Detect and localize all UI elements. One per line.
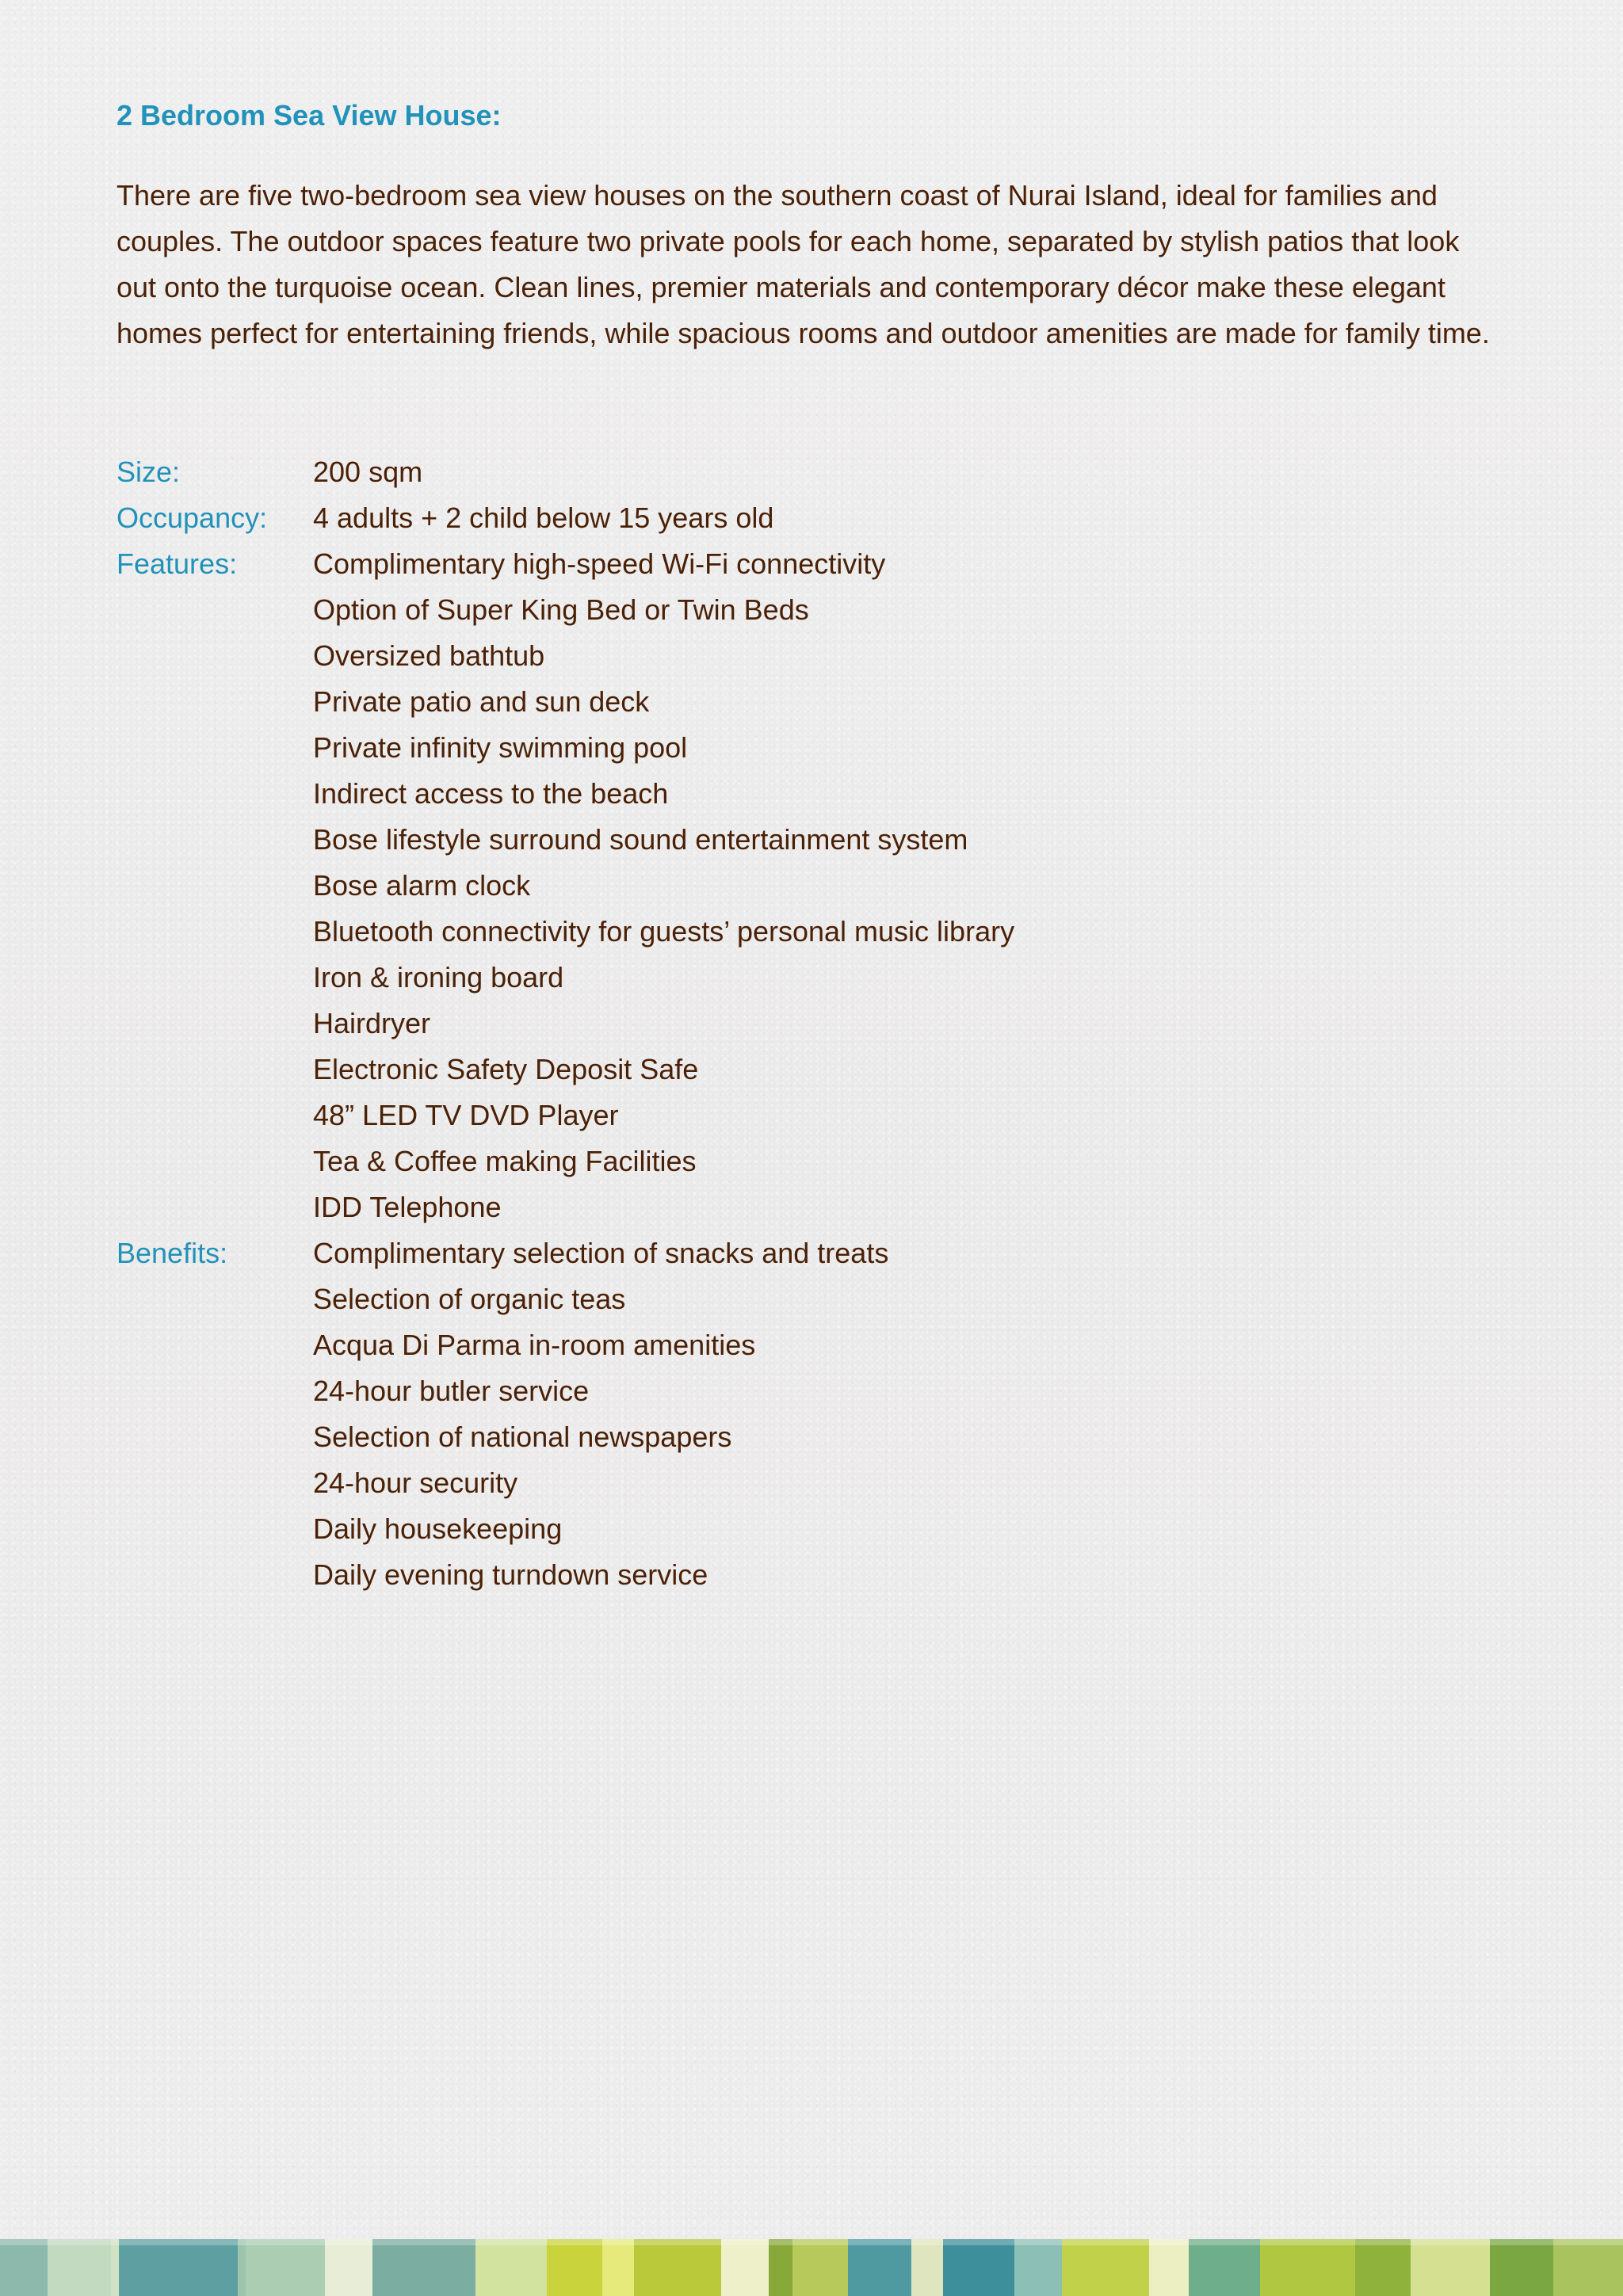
feature-item: Tea & Coffee making Facilities [313,1145,697,1177]
feature-item: Bose lifestyle surround sound entertainment system [313,823,968,856]
specs-list [116,449,1464,1598]
page-title: 2 Bedroom Sea View House: [116,99,502,132]
feature-item: Oversized bathtub [313,639,545,672]
feature-item: Private patio and sun deck [313,685,650,718]
benefit-item: 24-hour security [313,1466,518,1499]
feature-item: Indirect access to the beach [313,777,669,810]
watercolor-strip [0,2239,1623,2296]
features-label: Features: [116,547,238,580]
intro-paragraph: There are five two-bedroom sea view houses on the southern coast of Nurai Island, ideal for families and couples. The outdoor spaces feature two private pools for each home, separated by stylish patios that look out onto the turquoise ocean. Clean lines, premier materials and contemporary décor make these elegant homes perfect for entertaining friends, while spacious rooms and outdoor amenities are made for family time. [116,179,1490,349]
benefit-item: Selection of national newspapers [313,1421,732,1453]
feature-item: Bluetooth connectivity for guests’ personal music library [313,915,1015,948]
size-label: Size: [116,456,181,488]
feature-item: Complimentary high-speed Wi-Fi connectivity [313,547,886,580]
features-values [313,541,1014,1230]
benefits-row [116,1230,1464,1598]
decorative-watercolor-band [0,2239,1623,2296]
features-row [116,541,1464,1230]
occupancy-value: 4 adults + 2 child below 15 years old [313,502,774,534]
benefit-item: Acqua Di Parma in-room amenities [313,1329,756,1361]
benefits-values [313,1230,888,1598]
occupancy-label: Occupancy: [116,502,268,534]
feature-item: Iron & ironing board [313,961,564,994]
feature-item: Bose alarm clock [313,869,531,902]
benefit-item: Daily evening turndown service [313,1558,708,1591]
benefit-item: Selection of organic teas [313,1283,626,1315]
feature-item: Electronic Safety Deposit Safe [313,1053,699,1085]
size-value: 200 sqm [313,456,423,488]
feature-item: IDD Telephone [313,1191,502,1223]
benefit-item: Complimentary selection of snacks and treats [313,1237,889,1269]
occupancy-row [116,495,1464,541]
benefit-item: 24-hour butler service [313,1375,590,1407]
feature-item: Option of Super King Bed or Twin Beds [313,593,809,626]
size-values [313,449,422,495]
size-row [116,449,1464,495]
feature-item: Private infinity swimming pool [313,731,688,764]
benefits-label: Benefits: [116,1237,228,1269]
occupancy-values [313,495,773,541]
feature-item: 48” LED TV DVD Player [313,1099,619,1131]
feature-item: Hairdryer [313,1007,431,1039]
benefit-item: Daily housekeeping [313,1512,563,1545]
